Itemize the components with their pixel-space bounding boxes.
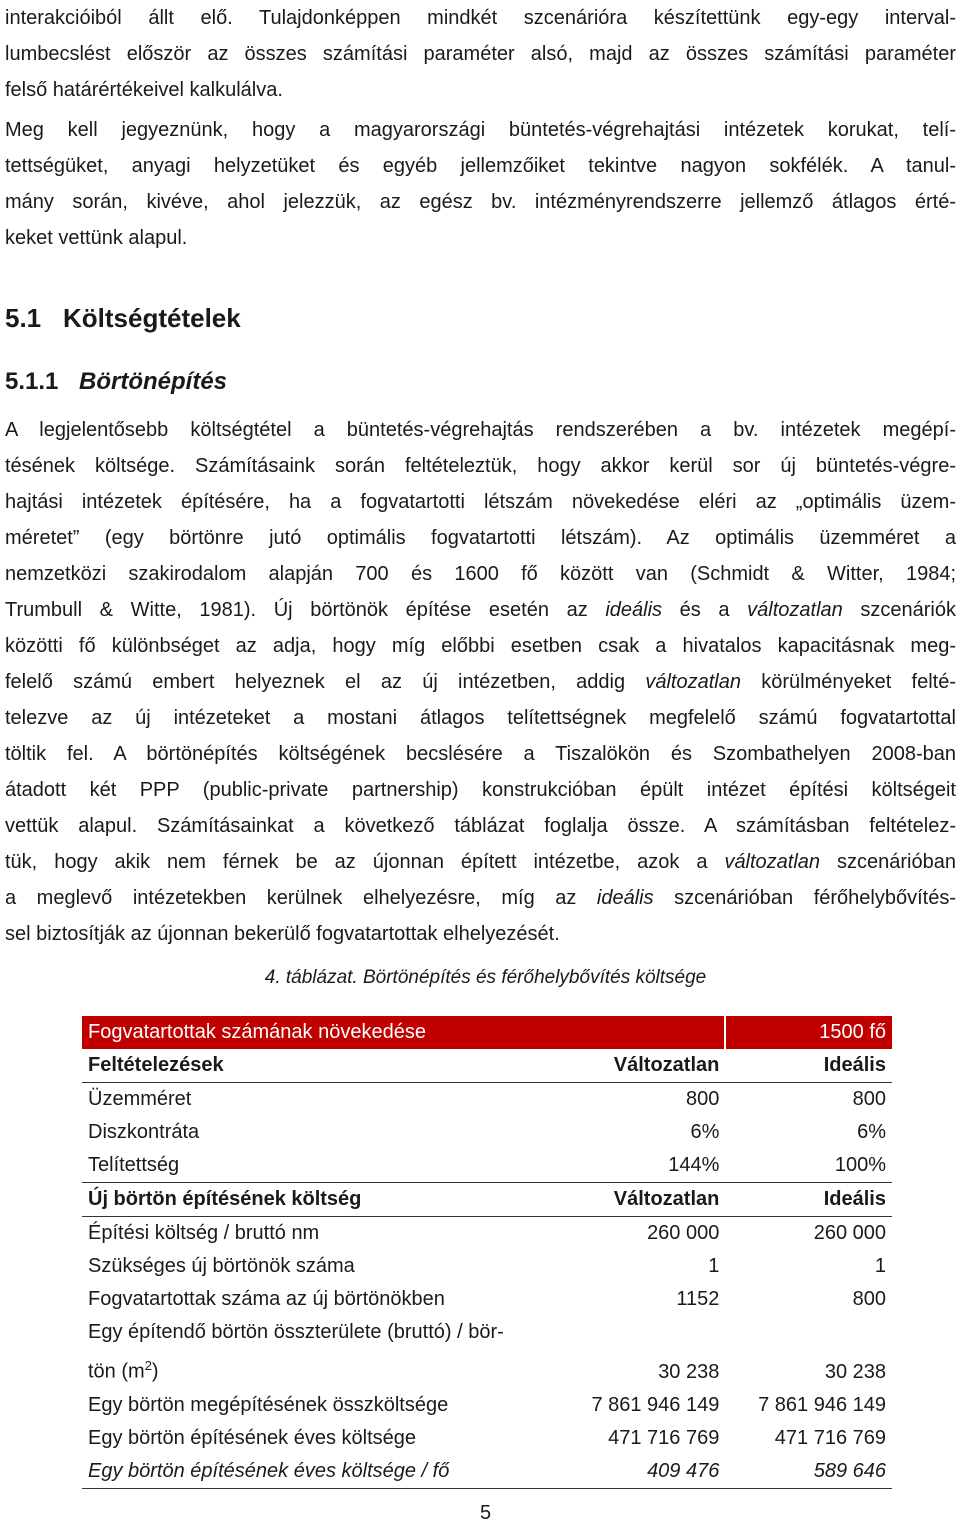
text-line: tésének költsége. Számításaink során feltételeztük, hogy akkor kerül sor új büntetés-végre- [5, 455, 956, 477]
table-cell: Építési költség / bruttó nm [88, 1222, 320, 1244]
table-row [82, 1455, 892, 1489]
table-cell: 800 [685, 1088, 720, 1110]
table-cell: 1 [708, 1255, 720, 1277]
table-cell: 260 000 [813, 1222, 886, 1244]
table-cell: 1500 fő [725, 1016, 892, 1049]
subsection-number: 5.1.1 [5, 368, 59, 395]
table-cell: Ideális [725, 1049, 892, 1083]
table-row [82, 1083, 892, 1117]
table-cell: 6% [690, 1121, 720, 1143]
table-cell: Diszkontráta [88, 1121, 200, 1143]
paragraph-note [5, 112, 956, 256]
section-number: 5.1 [5, 303, 42, 333]
text-line: méretet” (egy börtönre jutó optimális fogvatartotti létszám). Az optimális üzemméret a [5, 527, 956, 549]
table-cell: Szükséges új börtönök száma [88, 1255, 355, 1277]
table-cell: Feltételezések [82, 1049, 546, 1083]
text-line: nemzetközi szakirodalom alapján 700 és 1600 fő között van (Schmidt & Witter, 1984; [5, 563, 956, 585]
table-caption: 4. táblázat. Börtönépítés és férőhelybővítés költsége [264, 967, 707, 988]
text-line: vettük alapul. Számításainkat a következő táblázat foglalja össze. A számításban feltételez- [5, 815, 956, 837]
table-cell: 260 000 [647, 1222, 720, 1244]
text-line: telezve az új intézeteket a mostani átlagos telítettségnek megfelelő számú fogvatartottal [5, 707, 956, 729]
table-cell: Fogvatartottak száma az új börtönökben [88, 1288, 445, 1310]
table-cell: 100% [834, 1154, 886, 1176]
text-line: Trumbull & Witte, 1981). Új börtönök építése esetén az ideális és a változatlan szcenáriók [5, 599, 957, 621]
table-cell: Egy börtön építésének éves költsége [88, 1426, 416, 1449]
text-line: A legjelentősebb költségtétel a büntetés-végrehajtás rendszerében a bv. intézetek megépí- [5, 419, 956, 441]
text-line: hajtási intézetek építésére, ha a fogvatartotti létszám növekedése eléri az „optimális üzem- [5, 491, 956, 513]
table-row [82, 1389, 892, 1422]
text-line: interakcióiból állt elő. Tulajdonképpen mindkét szcenárióra készítettünk egy-egy interval- [5, 7, 956, 29]
table-cell: 144% [668, 1154, 720, 1176]
table-cell: 1 [874, 1255, 886, 1277]
text-line: lumbecslést először az összes számítási paraméter alsó, majd az összes számítási paraméter [5, 43, 956, 65]
text-line: mány során, kivéve, ahol jelezzük, az egész bv. intézményrendszerre jellemző átlagos érté- [5, 191, 956, 213]
table-cell: 7 861 946 149 [591, 1393, 720, 1416]
section-title: Költségtételek [63, 303, 241, 333]
text-line: tük, hogy akik nem férnek be az újonnan épített intézetbe, azok a változatlan szcenárióban [5, 851, 956, 873]
table-cell: 6% [857, 1121, 886, 1143]
table-section-row [82, 1049, 892, 1083]
table-cell: Üzemméret [88, 1088, 192, 1110]
table-cell: Egy építendő börtön összterülete (bruttó) / bör- tön $(m^2)$ [88, 1321, 504, 1383]
table-cell: 471 716 769 [774, 1426, 886, 1449]
text-line: átadott két PPP (public-private partnership) konstrukcióban épült intézet építési költségeit [5, 779, 956, 801]
paragraph-prison-construction [5, 412, 956, 952]
text-line: tettségüket, anyagi helyzetüket és egyéb jellemzőiket tekintve nagyon sokfélék. A tanul- [5, 155, 956, 177]
table-cell: 800 [852, 1088, 886, 1110]
table-row [82, 1116, 892, 1149]
table-row [82, 1149, 892, 1183]
table-cell: 7 861 946 149 [758, 1393, 886, 1416]
table-cell: Ideális [725, 1183, 892, 1217]
table-cell: 589 646 [725, 1455, 892, 1489]
table-row [82, 1283, 892, 1316]
table-row [82, 1250, 892, 1283]
table-cell: Telítettség [88, 1154, 180, 1176]
table-cell: 409 476 [546, 1455, 725, 1489]
table-row [82, 1422, 892, 1455]
table-row [82, 1217, 892, 1251]
subsection-title: Börtönépítés [79, 368, 228, 395]
section-heading [5, 298, 241, 338]
table-cell: 800 [852, 1288, 886, 1310]
page-number: 5 [479, 1502, 492, 1524]
text-line: sel biztosítják az újonnan bekerülő fogvatartottak elhelyezését. [5, 923, 560, 945]
text-line: közötti fő különbséget az adja, hogy míg előbbi esetben csak a hivatalos kapacitásnak meg- [5, 635, 956, 657]
text-line: keket vettünk alapul. [5, 227, 188, 249]
table-cell: Változatlan [546, 1183, 725, 1217]
table-cell: Új börtön építésének költség [82, 1183, 546, 1217]
text-line: felső határértékeivel kalkulálva. [5, 79, 283, 101]
table-cell: Változatlan [546, 1049, 725, 1083]
subsection-heading [5, 362, 227, 402]
cost-table [82, 1016, 892, 1489]
table-header-row [82, 1016, 892, 1049]
paragraph-intro [5, 0, 956, 108]
table-cell: 30 238 [658, 1360, 720, 1383]
text-line: a meglevő intézetekben kerülnek elhelyezésre, míg az ideális szcenárióban férőhelybővítés- [5, 887, 956, 909]
text-line: felelő számú embert helyeznek el az új intézetben, addig változatlan körülményeket felté- [5, 671, 956, 693]
table-cell: 1152 [676, 1288, 720, 1310]
table-cell: Egy börtön megépítésének összköltsége [88, 1393, 449, 1416]
table-cell: 471 716 769 [608, 1426, 720, 1449]
table-row [82, 1316, 892, 1389]
table-section-row [82, 1183, 892, 1217]
table-cell [546, 1016, 725, 1049]
table-cell: Egy börtön építésének éves költsége / fő [82, 1455, 546, 1489]
text-line: Meg kell jegyeznünk, hogy a magyarországi büntetés-végrehajtási intézetek korukat, telí- [5, 119, 956, 141]
table-cell: 30 238 [824, 1360, 886, 1383]
text-line: töltik fel. A börtönépítés költségének becslésére a Tiszalökön és Szombathelyen 2008-ban [5, 743, 956, 765]
table-cell: Fogvatartottak számának növekedése [82, 1016, 546, 1049]
